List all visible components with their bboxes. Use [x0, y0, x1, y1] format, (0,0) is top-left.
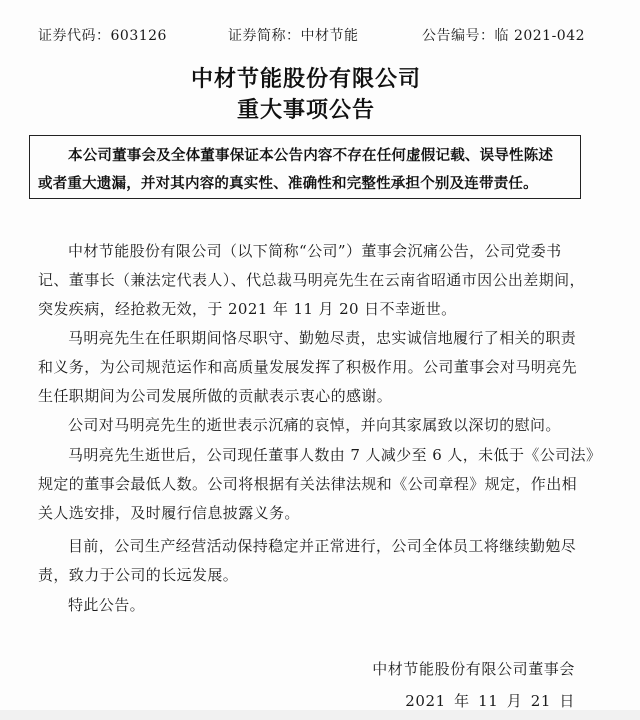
closing-line: 特此公告。 — [68, 596, 146, 614]
header-meta — [0, 25, 640, 45]
body-line: 记、董事长（兼法定代表人）、代总裁马明亮先生在云南省昭通市因公出差期间， — [38, 271, 585, 289]
body-line: 马明亮先生逝世后，公司现任董事人数由 7 人减少至 6 人，未低于《公司法》 — [68, 446, 602, 464]
disclaimer-line: 本公司董事会及全体董事保证本公告内容不存在任何虚假记载、误导性陈述 — [68, 148, 554, 164]
signature-organization: 中材节能股份有限公司董事会 — [372, 660, 575, 678]
body-line: 关人选安排，及时履行信息披露义务。 — [38, 504, 300, 522]
bottom-band — [0, 710, 640, 720]
signature-date: 2021 年 11 月 21 日 — [405, 692, 575, 710]
announcement-number: 公告编号：临 2021-042 — [422, 28, 586, 44]
body-line: 规定的董事会最低人数。公司将根据有关法律法规和《公司章程》规定，作出相 — [38, 475, 578, 493]
disclaimer-line: 或者重大遗漏，并对其内容的真实性、准确性和完整性承担个别及连带责任。 — [38, 176, 538, 192]
body-line: 中材节能股份有限公司（以下简称“公司”）董事会沉痛公告，公司党委书 — [68, 242, 562, 260]
disclaimer-box — [29, 135, 581, 199]
body-line: 公司对马明亮先生的逝世表示沉痛的哀悼，并向其家属致以深切的慰问。 — [68, 416, 561, 434]
body-line: 突发疾病，经抢救无效，于 2021 年 11 月 20 日不幸逝世。 — [38, 300, 457, 318]
security-short-name: 证券简称：中材节能 — [228, 28, 359, 44]
body-line: 责，致力于公司的长远发展。 — [38, 566, 239, 584]
security-code: 证券代码：603126 — [38, 28, 167, 44]
body-line: 马明亮先生在任职期间恪尽职守、勤勉尽责，忠实诚信地履行了相关的职责 — [68, 329, 577, 347]
body-line: 生任职期间为公司发展所做的贡献表示衷心的感谢。 — [38, 387, 393, 405]
announcement-title: 重大事项公告 — [236, 98, 375, 123]
body-line: 和义务，为公司规范运作和高质量发展发挥了积极作用。公司董事会对马明亮先 — [38, 358, 578, 376]
company-title: 中材节能股份有限公司 — [190, 67, 421, 92]
body-line: 目前，公司生产经营活动保持稳定并正常进行，公司全体员工将继续勤勉尽 — [68, 537, 577, 555]
